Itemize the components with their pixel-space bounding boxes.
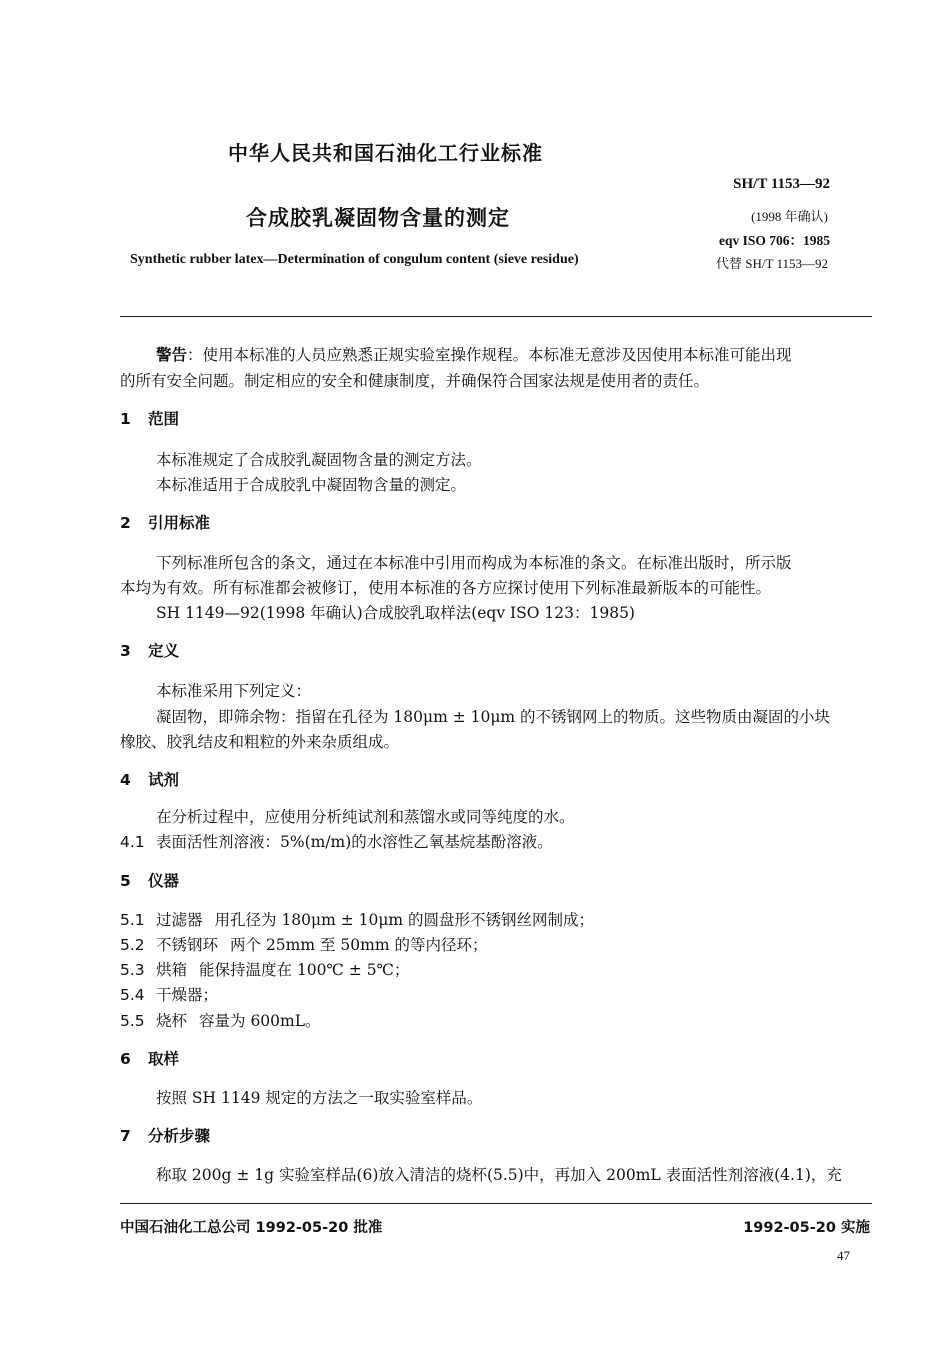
effective-date: 1992-05-20 实施 xyxy=(743,1220,870,1236)
issuing-authority-title: 中华人民共和国石油化工行业标准 xyxy=(228,141,543,165)
apparatus-item: 5.1 过滤器 用孔径为 180μm ± 10μm 的圆盘形不锈钢丝网制成； xyxy=(120,911,595,929)
document-title: 合成胶乳凝固物含量的测定 xyxy=(246,206,510,230)
reagent-item-4-1: 4.1 表面活性剂溶液：5%(m/m)的水溶性乙氧基烷基酚溶液。 xyxy=(120,833,553,851)
section-2-line-1: 下列标准所包含的条文，通过在本标准中引用而构成为本标准的条文。在标准出版时，所示版 xyxy=(156,554,792,572)
replaces-standard: 代替 SH/T 1153—92 xyxy=(716,256,828,271)
header-divider xyxy=(120,316,872,317)
section-7-para-1: 称取 200g ± 1g 实验室样品(6)放入清洁的烧杯(5.5)中，再加入 200mL 表面活性剂溶液(4.1)，充 xyxy=(156,1166,842,1184)
warning-line-2: 的所有安全问题。制定相应的安全和健康制度，并确保符合国家法规是使用者的责任。 xyxy=(120,372,710,390)
standard-code: SH/T 1153—92 xyxy=(733,176,830,192)
section-1-para-2: 本标准适用于合成胶乳中凝固物含量的测定。 xyxy=(156,476,467,494)
approval-line: 中国石油化工总公司 1992-05-20 批准 xyxy=(120,1220,383,1236)
section-3-heading: 3 定义 xyxy=(120,642,180,660)
warning-text-1: ：使用本标准的人员应熟悉正规实验室操作规程。本标准无意涉及因使用本标准可能出现 xyxy=(187,346,792,364)
english-title: Synthetic rubber latex—Determination of congulum content (sieve residue) xyxy=(130,252,579,267)
section-2-heading: 2 引用标准 xyxy=(120,514,211,532)
definition-line-1: 凝固物，即筛余物：指留在孔径为 180μm ± 10μm 的不锈钢网上的物质。这些物质由凝固的小块 xyxy=(156,708,831,726)
section-5-heading: 5 仪器 xyxy=(120,872,180,890)
equivalent-standard: eqv ISO 706：1985 xyxy=(718,233,830,248)
apparatus-item: 5.5 烧杯 容量为 600mL。 xyxy=(120,1012,321,1030)
confirmation-note: (1998 年确认) xyxy=(751,209,828,224)
apparatus-item: 5.4 干燥器； xyxy=(120,986,219,1004)
section-6-para-1: 按照 SH 1149 规定的方法之一取实验室样品。 xyxy=(156,1089,483,1107)
section-7-heading: 7 分析步骤 xyxy=(120,1127,211,1145)
warning-line-1 xyxy=(156,343,792,365)
apparatus-item: 5.2 不锈钢环 两个 25mm 至 50mm 的等内径环； xyxy=(120,936,488,954)
section-4-heading: 4 试剂 xyxy=(120,771,180,789)
section-2-line-2: 本均为有效。所有标准都会被修订，使用本标准的各方应探讨使用下列标准最新版本的可能性。 xyxy=(120,579,772,597)
section-1-para-1: 本标准规定了合成胶乳凝固物含量的测定方法。 xyxy=(156,451,482,469)
section-4-para-1: 在分析过程中，应使用分析纯试剂和蒸馏水或同等纯度的水。 xyxy=(156,808,575,826)
section-6-heading: 6 取样 xyxy=(120,1050,180,1068)
definition-line-2: 橡胶、胶乳结皮和粗粒的外来杂质组成。 xyxy=(120,733,400,751)
section-3-para-1: 本标准采用下列定义： xyxy=(156,682,312,700)
page-number: 47 xyxy=(837,1248,850,1263)
normative-reference: SH 1149—92(1998 年确认)合成胶乳取样法(eqv ISO 123：1985) xyxy=(156,604,635,622)
apparatus-item: 5.3 烘箱 能保持温度在 100℃ ± 5℃； xyxy=(120,961,410,979)
section-1-heading: 1 范围 xyxy=(120,410,180,428)
warning-label: 警告 xyxy=(156,346,188,364)
footer-divider xyxy=(120,1203,872,1204)
